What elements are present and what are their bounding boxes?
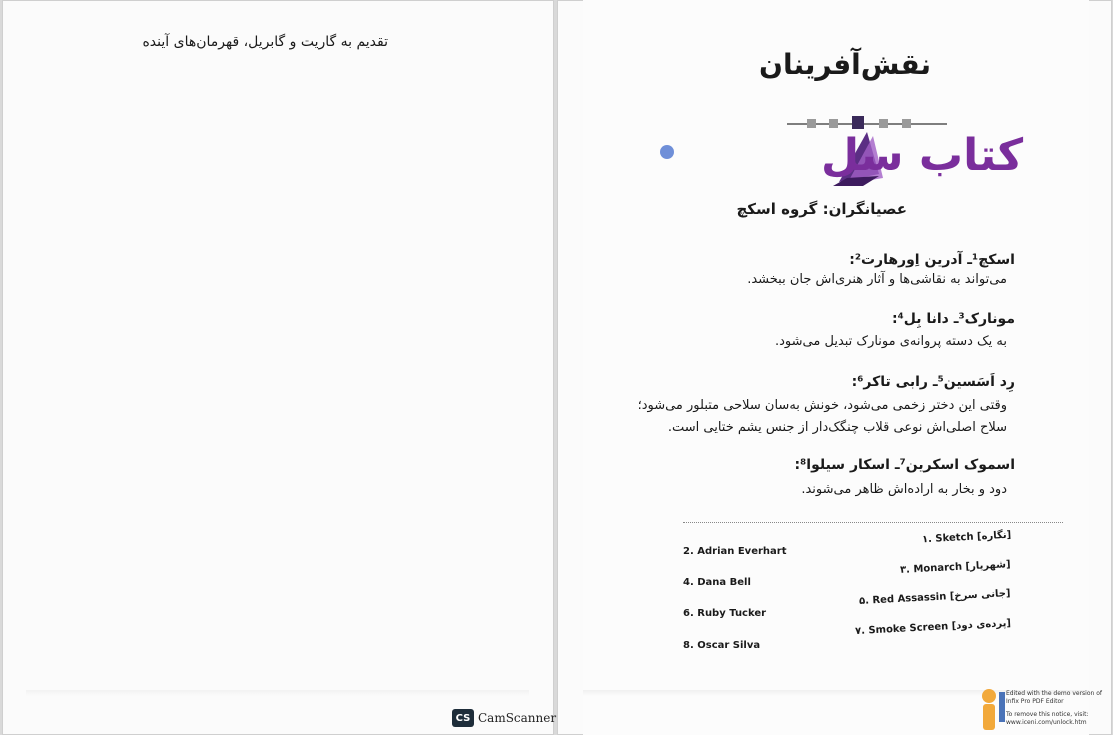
rebels-heading: عصیانگران: گروه اسکچ [736,200,907,218]
footnote-en: 6. Ruby Tucker [683,608,767,619]
character-name: رِد اَسَسین⁵ـ رابی تاکر⁶: [851,374,1015,390]
character-name: اسکچ¹ـ آدرین اِورهارت²: [849,252,1015,268]
watermark-text: کتاب سل [821,130,1024,181]
character-name: اسموک اسکرین⁷ـ اسکار سیلوا⁸: [794,457,1015,473]
page-title: نقش‌آفرینان [759,48,931,81]
character-description: به یک دسته پروانه‌ی مونارک تبدیل می‌شود. [775,334,1007,349]
camscanner-logo-icon: CS [452,709,474,727]
left-page [2,0,557,735]
editor-notice: Edited with the demo version of Infix Pro PDF Editor To remove this notice, visit: www.iceni.com/unlock.htm [1006,690,1103,726]
footnote-divider [683,522,1063,523]
dedication-text: تقدیم به گاریت و گابریل، قهرمان‌های آینده [142,34,388,50]
camscanner-watermark [452,709,556,727]
character-description: وقتی این دختر زخمی می‌شود، خونش به‌سان سلاحی متبلور می‌شود؛ [637,398,1007,413]
camscanner-label: CamScanner [478,711,557,725]
character-description: می‌تواند به نقاشی‌ها و آثار هنری‌اش جان ببخشد. [747,272,1007,287]
scan-edge [26,690,529,696]
character-description: دود و بخار به اراده‌اش ظاهر می‌شوند. [801,482,1007,497]
right-page [557,0,1112,735]
footnote-fa: ۱. Sketch [نگاره] [921,529,1012,546]
footnote-en: 4. Dana Bell [683,577,751,588]
footnote-fa: ۳. Monarch [شهریار] [900,559,1012,576]
scanned-page [583,0,1089,735]
footnote-en: 8. Oscar Silva [683,640,761,651]
footnote-fa: ۷. Smoke Screen [پرده‌ی دود] [854,617,1012,638]
ketab-sel-logo-icon [647,112,1024,192]
character-description: سلاح اصلی‌اش نوعی قلاب چنگک‌دار از جنس یشم ختایی است. [667,420,1007,435]
footnote-en: 2. Adrian Everhart [683,546,787,557]
character-name: مونارک³ـ دانا بِل⁴: [891,311,1015,327]
footnote-fa: ۵. Red Assassin [جانی سرخ] [859,588,1012,607]
